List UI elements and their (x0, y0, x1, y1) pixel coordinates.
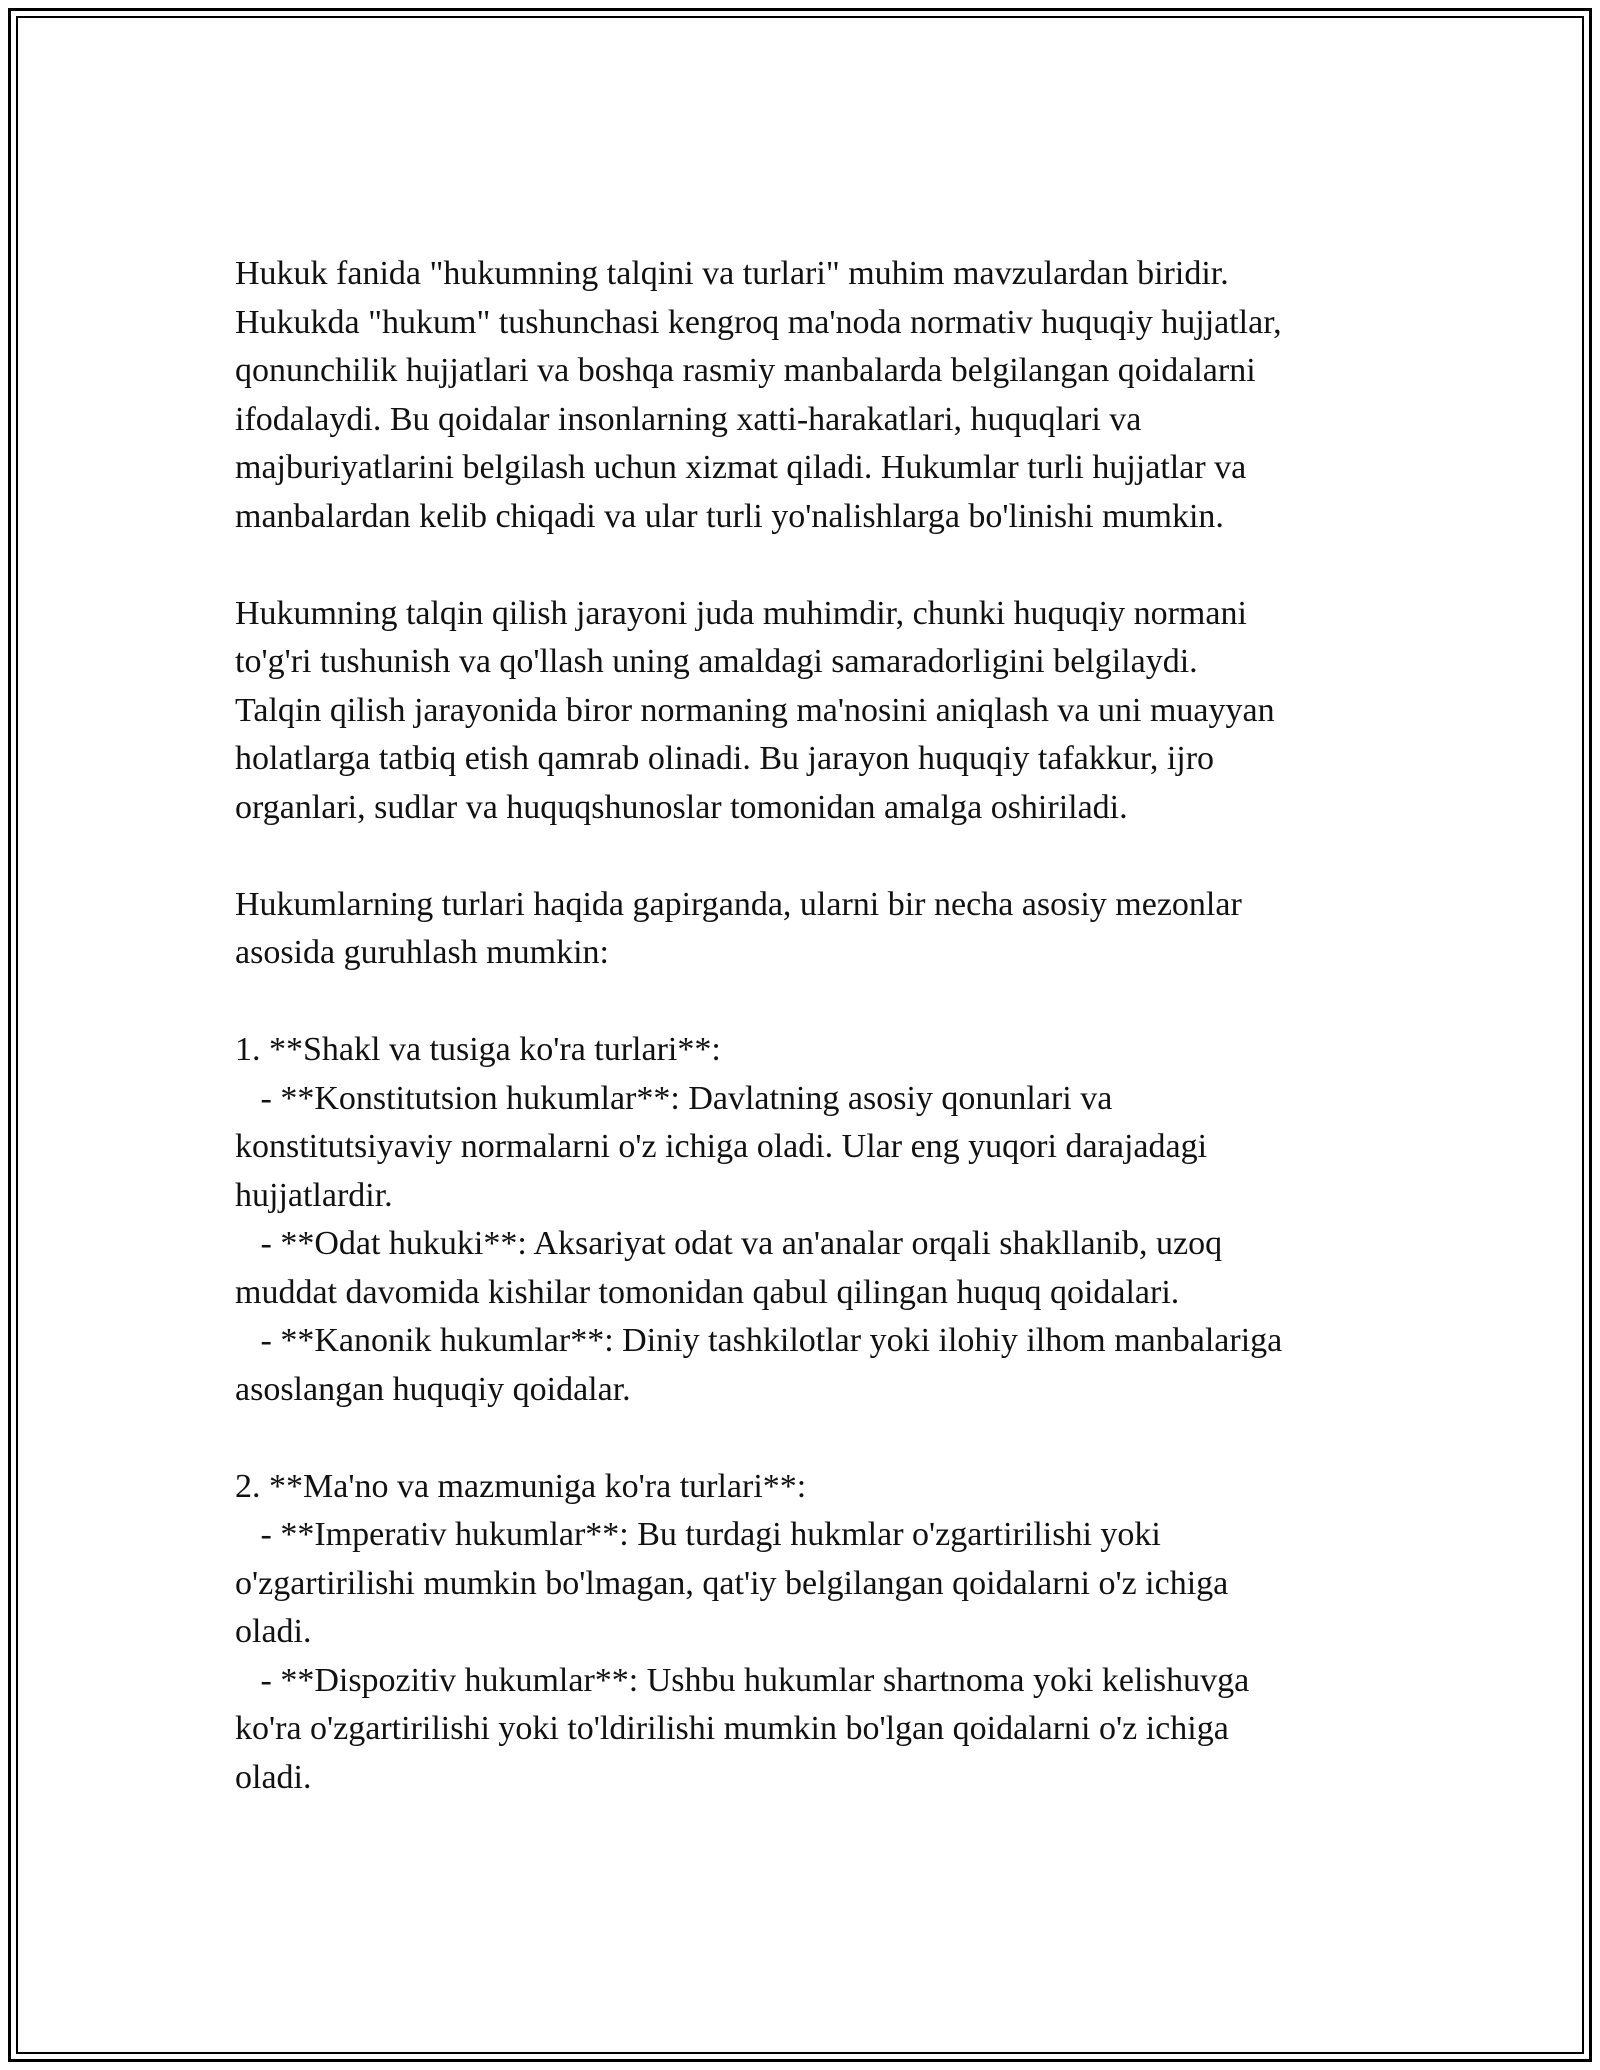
list-section-meaning (235, 1463, 1405, 1803)
text-line: majburiyatlarini belgilash uchun xizmat qiladi. Hukumlar turli hujjatlar va (235, 449, 1247, 486)
document-body (235, 250, 1405, 1851)
paragraph-interpretation (235, 590, 1405, 833)
list-item-line: - **Konstitutsion hukumlar**: Davlatning asosiy qonunlari va (235, 1079, 1113, 1117)
list-item-line: o'zgartirilishi mumkin bo'lmagan, qat'iy belgilangan qoidalarni o'z ichiga (235, 1564, 1229, 1602)
list-item-line: - **Imperativ hukumlar**: Bu turdagi hukmlar o'zgartirilishi yoki (235, 1516, 1161, 1553)
text-line: organlari, sudlar va huquqshunoslar tomonidan amalga oshiriladi. (235, 788, 1128, 826)
list-heading: 2. **Ma'no va mazmuniga ko'ra turlari**: (235, 1467, 807, 1505)
list-section-form (235, 1026, 1405, 1414)
list-item-line: ko'ra o'zgartirilishi yoki to'ldirilishi mumkin bo'lgan qoidalarni o'z ichiga (235, 1710, 1229, 1747)
list-item-line: asoslangan huquqiy qoidalar. (235, 1370, 631, 1408)
text-line: Talqin qilish jarayonida biror normaning ma'nosini aniqlash va uni muayyan (235, 691, 1275, 729)
list-item-line: oladi. (235, 1613, 312, 1650)
list-item-line: oladi. (235, 1758, 312, 1796)
paragraph-intro (235, 250, 1405, 541)
text-line: manbalardan kelib chiqadi va ular turli yo'nalishlarga bo'linishi mumkin. (235, 497, 1224, 535)
text-line: Hukukda "hukum" tushunchasi kengroq ma'noda normativ huquqiy hujjatlar, (235, 303, 1282, 341)
list-item-line: - **Odat hukuki**: Aksariyat odat va an'analar orqali shakllanib, uzoq (235, 1225, 1223, 1262)
paragraph-types-intro (235, 881, 1405, 978)
text-line: qonunchilik hujjatlari va boshqa rasmiy manbalarda belgilangan qoidalarni (235, 352, 1256, 389)
text-line: Hukumlarning turlari haqida gapirganda, ularni bir necha asosiy mezonlar (235, 885, 1242, 923)
text-line: ifodalaydi. Bu qoidalar insonlarning xatti-harakatlari, huquqlari va (235, 400, 1142, 438)
list-heading: 1. **Shakl va tusiga ko'ra turlari**: (235, 1031, 721, 1068)
text-line: holatlarga tatbiq etish qamrab olinadi. Bu jarayon huquqiy tafakkur, ijro (235, 740, 1215, 777)
list-item-line: muddat davomida kishilar tomonidan qabul qilingan huquq qoidalari. (235, 1273, 1180, 1311)
list-item-line: konstitutsiyaviy normalarni o'z ichiga oladi. Ular eng yuqori darajadagi (235, 1128, 1208, 1165)
list-item-line: - **Kanonik hukumlar**: Diniy tashkilotlar yoki ilohiy ilhom manbalariga (235, 1322, 1283, 1359)
text-line: to'g'ri tushunish va qo'llash uning amaldagi samaradorligini belgilaydi. (235, 643, 1198, 680)
list-item-line: - **Dispozitiv hukumlar**: Ushbu hukumlar shartnoma yoki kelishuvga (235, 1661, 1250, 1699)
list-item-line: hujjatlardir. (235, 1176, 393, 1214)
text-line: asosida guruhlash mumkin: (235, 934, 609, 971)
text-line: Hukuk fanida "hukumning talqini va turlari" muhim mavzulardan biridir. (235, 255, 1229, 292)
text-line: Hukumning talqin qilish jarayoni juda muhimdir, chunki huquqiy normani (235, 594, 1247, 632)
